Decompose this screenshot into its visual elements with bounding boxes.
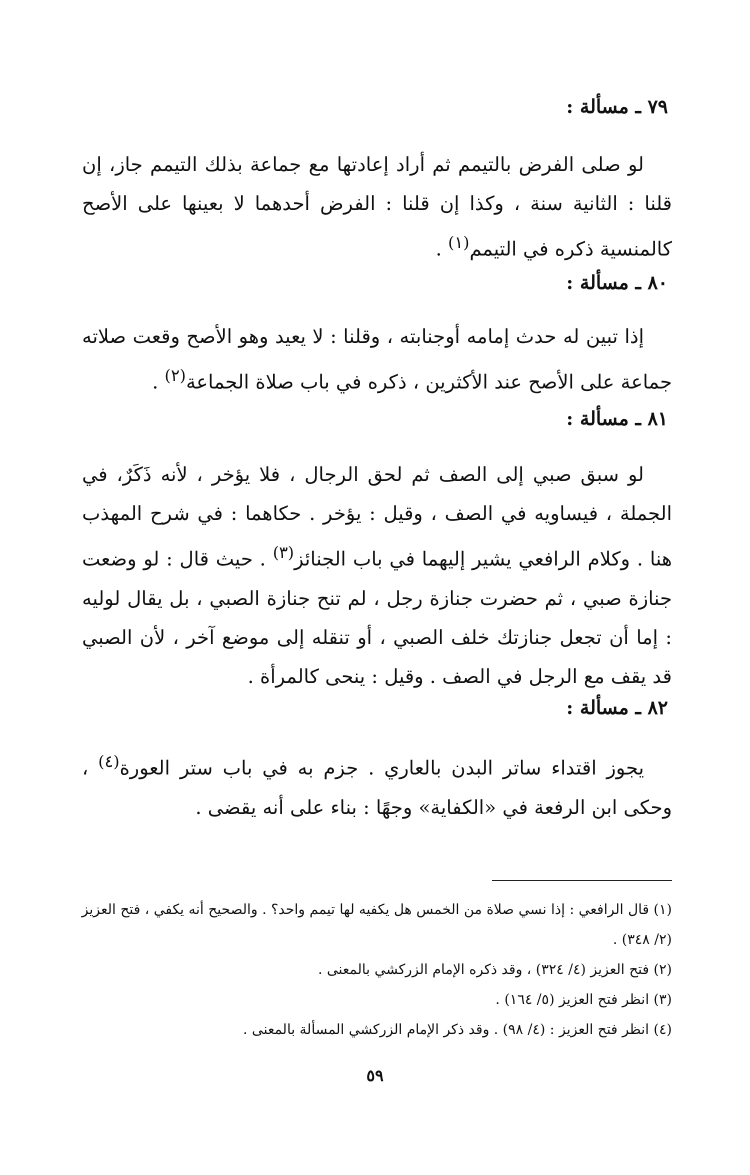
page-number: ٥٩	[366, 1066, 384, 1085]
paragraph-text: إذا تبين له حدث إمامه أوجنابته ، وقلنا : لا يعيد وهو الأصح وقعت صلاته جماعة على الأصح عند الأكثرين ، ذكره في باب صلاة الجماعة	[82, 325, 672, 394]
section-heading-79: ٧٩ ـ مسألة :	[566, 96, 668, 118]
footnote-2: (٢) فتح العزيز (٤/ ٣٢٤) ، وقد ذكره الإمام الزركشي بالمعنى .	[317, 962, 672, 978]
footnote-ref-2[interactable]: (٢)	[164, 366, 186, 385]
footnote-ref-3[interactable]: (٣)	[272, 543, 295, 562]
footnote-ref-1[interactable]: (١)	[448, 233, 470, 252]
section-paragraph-81	[82, 455, 672, 696]
section-paragraph-79	[82, 145, 672, 269]
paragraph-tail: . حيث قال : لو وضعت جنازة صبي ، ثم حضرت جنازة رجل ، لم تنح جنازة الصبي ، بل يقال لوليه : إما أن تجعل جنازتك خلف الصبي ، أو تنقله إلى موضع آخر ، لأن الصبي قد يقف مع الرجل في الصف . وقيل : ينحى كالمرأة .	[82, 547, 672, 688]
section-heading-81: ٨١ ـ مسألة :	[566, 408, 668, 430]
paragraph-tail: .	[152, 370, 165, 394]
section-heading-82: ٨٢ ـ مسألة :	[566, 697, 668, 719]
footnote-3: (٣) انظر فتح العزيز (٥/ ١٦٤) .	[495, 992, 672, 1008]
paragraph-tail: .	[435, 237, 449, 261]
section-paragraph-82	[82, 742, 672, 827]
footnote-4: (٤) انظر فتح العزيز : (٤/ ٩٨) . وقد ذكر الإمام الزركشي المسألة بالمعنى .	[243, 1022, 672, 1038]
paragraph-tail: ، وحكى ابن الرفعة في «الكفاية» وجهًا : بناء على أنه يقضى .	[82, 756, 672, 819]
paragraph-text: يجوز اقتداء ساتر البدن بالعاري . جزم به في باب ستر العورة	[119, 756, 645, 780]
paragraph-text: لو سبق صبي إلى الصف ثم لحق الرجال ، فلا يؤخر ، لأنه ذَكَرٌ، في الجملة ، فيساويه في الصف ، وقيل : يؤخر . حكاهما : في شرح المهذب هنا . وكلام الرافعي يشير إليهما في باب الجنائز	[82, 463, 672, 571]
paragraph-text: لو صلى الفرض بالتيمم ثم أراد إعادتها مع جماعة بذلك التيمم جاز، إن قلنا : الثانية سنة ، وكذا إن قلنا : الفرض أحدهما لا بعينها على الأصح كالمنسية ذكره في التيمم	[82, 153, 672, 261]
section-paragraph-80	[82, 317, 672, 402]
footnote-1: (١) قال الرافعي : إذا نسي صلاة من الخمس هل يكفيه لها تيمم واحد؟ . والصحيح أنه يكفي ، فتح العزيز (٢/ ٣٤٨) .	[81, 902, 672, 948]
section-heading-80: ٨٠ ـ مسألة :	[566, 272, 668, 294]
footnotes	[78, 895, 672, 1045]
footnote-ref-4[interactable]: (٤)	[98, 752, 120, 771]
footnote-divider	[492, 880, 672, 881]
